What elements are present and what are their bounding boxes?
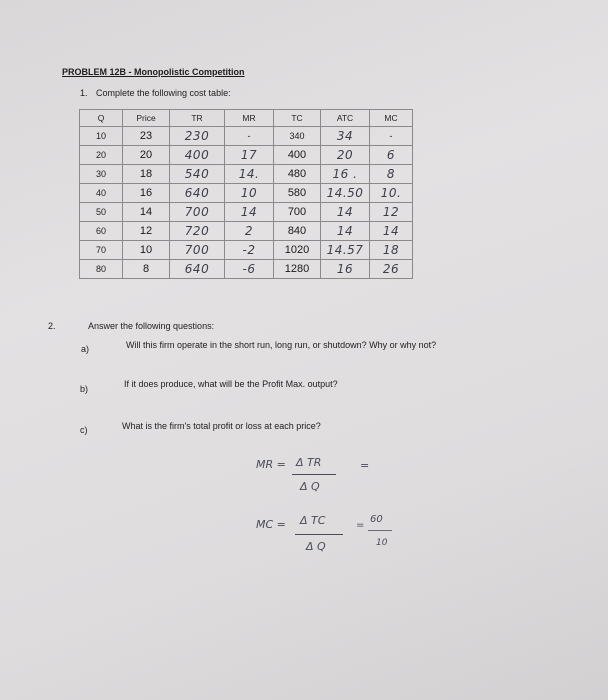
cell-price: 20 bbox=[123, 146, 170, 165]
cell-tr: 230 bbox=[170, 127, 225, 146]
item-1-text: Complete the following cost table: bbox=[96, 88, 231, 98]
mc-formula-equals: = bbox=[356, 520, 365, 531]
cell-tc: 840 bbox=[274, 222, 321, 241]
cell-tc: 1280 bbox=[274, 260, 321, 279]
table-row bbox=[80, 127, 413, 146]
cell-mc: 18 bbox=[370, 241, 413, 260]
cell-mc: 26 bbox=[370, 260, 413, 279]
cell-atc: 14 bbox=[321, 222, 370, 241]
header-atc: ATC bbox=[321, 110, 370, 127]
cell-price: 8 bbox=[123, 260, 170, 279]
cell-tr: 700 bbox=[170, 241, 225, 260]
cell-tc: 580 bbox=[274, 184, 321, 203]
header-q: Q bbox=[80, 110, 123, 127]
cell-price: 14 bbox=[123, 203, 170, 222]
cell-mr: 10 bbox=[225, 184, 274, 203]
cell-price: 23 bbox=[123, 127, 170, 146]
cell-atc: 16 . bbox=[321, 165, 370, 184]
item-1 bbox=[80, 88, 231, 98]
cell-mr: 14 bbox=[225, 203, 274, 222]
cell-atc: 34 bbox=[321, 127, 370, 146]
cell-tr: 540 bbox=[170, 165, 225, 184]
header-price: Price bbox=[123, 110, 170, 127]
cell-mc: 6 bbox=[370, 146, 413, 165]
cell-q: 70 bbox=[80, 241, 123, 260]
item-2-text: Answer the following questions: bbox=[88, 321, 215, 331]
cell-tc: 1020 bbox=[274, 241, 321, 260]
cell-q: 40 bbox=[80, 184, 123, 203]
mr-formula-denominator: Δ Q bbox=[300, 480, 320, 493]
cell-mc: 8 bbox=[370, 165, 413, 184]
cell-tr: 720 bbox=[170, 222, 225, 241]
cell-tc: 340 bbox=[274, 127, 321, 146]
question-a-label: a) bbox=[81, 344, 90, 354]
cell-atc: 20 bbox=[321, 146, 370, 165]
question-a-text: Will this firm operate in the short run, long run, or shutdown? Why or why not? bbox=[126, 340, 437, 350]
cell-q: 10 bbox=[80, 127, 123, 146]
cell-tc: 480 bbox=[274, 165, 321, 184]
header-tc: TC bbox=[274, 110, 321, 127]
cell-mc: 10. bbox=[370, 184, 413, 203]
problem-title: PROBLEM 12B - Monopolistic Competition bbox=[62, 67, 245, 77]
question-b-text: If it does produce, what will be the Profit Max. output? bbox=[124, 379, 338, 389]
cell-price: 18 bbox=[123, 165, 170, 184]
cell-q: 50 bbox=[80, 203, 123, 222]
header-mr: MR bbox=[225, 110, 274, 127]
cell-mr: 14. bbox=[225, 165, 274, 184]
mr-formula-equals: = bbox=[360, 459, 370, 472]
cell-q: 60 bbox=[80, 222, 123, 241]
table-row bbox=[80, 165, 413, 184]
cell-price: 16 bbox=[123, 184, 170, 203]
mc-formula-lhs: MC = bbox=[256, 518, 286, 531]
mr-fraction-bar bbox=[292, 474, 336, 475]
mc-fraction-denominator: 10 bbox=[376, 538, 388, 548]
cell-mc: 12 bbox=[370, 203, 413, 222]
table-row bbox=[80, 241, 413, 260]
question-b-label: b) bbox=[80, 384, 89, 394]
cell-tr: 640 bbox=[170, 260, 225, 279]
mc-formula-denominator: Δ Q bbox=[306, 540, 326, 553]
cell-tr: 700 bbox=[170, 203, 225, 222]
cell-atc: 14 bbox=[321, 203, 370, 222]
cell-q: 30 bbox=[80, 165, 123, 184]
cell-atc: 16 bbox=[321, 260, 370, 279]
mc-fraction-bar bbox=[295, 534, 343, 535]
table-row bbox=[80, 146, 413, 165]
item-1-number: 1. bbox=[80, 88, 88, 98]
cell-q: 20 bbox=[80, 146, 123, 165]
cell-mr: 17 bbox=[225, 146, 274, 165]
header-mc: MC bbox=[370, 110, 413, 127]
header-tr: TR bbox=[170, 110, 225, 127]
cell-atc: 14.50 bbox=[321, 184, 370, 203]
cell-mr: -6 bbox=[225, 260, 274, 279]
table-row bbox=[80, 184, 413, 203]
mr-formula-lhs: MR = bbox=[256, 458, 286, 471]
cell-tr: 640 bbox=[170, 184, 225, 203]
cell-tr: 400 bbox=[170, 146, 225, 165]
cell-price: 12 bbox=[123, 222, 170, 241]
cell-tc: 400 bbox=[274, 146, 321, 165]
cell-price: 10 bbox=[123, 241, 170, 260]
question-c-label: c) bbox=[80, 425, 88, 435]
table-header-row bbox=[80, 110, 413, 127]
cost-table bbox=[79, 109, 413, 279]
cell-mr: -2 bbox=[225, 241, 274, 260]
mc-fraction-numerator: 60 bbox=[370, 514, 383, 525]
item-2-number: 2. bbox=[48, 321, 56, 331]
cell-atc: 14.57 bbox=[321, 241, 370, 260]
cell-mc: - bbox=[370, 127, 413, 146]
table-row bbox=[80, 203, 413, 222]
cell-mr: - bbox=[225, 127, 274, 146]
table-row bbox=[80, 260, 413, 279]
cell-mr: 2 bbox=[225, 222, 274, 241]
cell-mc: 14 bbox=[370, 222, 413, 241]
mr-formula-numerator: Δ TR bbox=[296, 456, 322, 469]
mc-number-fraction-bar bbox=[368, 530, 392, 531]
cell-q: 80 bbox=[80, 260, 123, 279]
mc-formula-numerator: Δ TC bbox=[300, 514, 326, 527]
table-row bbox=[80, 222, 413, 241]
cell-tc: 700 bbox=[274, 203, 321, 222]
question-c-text: What is the firm's total profit or loss at each price? bbox=[122, 421, 321, 431]
